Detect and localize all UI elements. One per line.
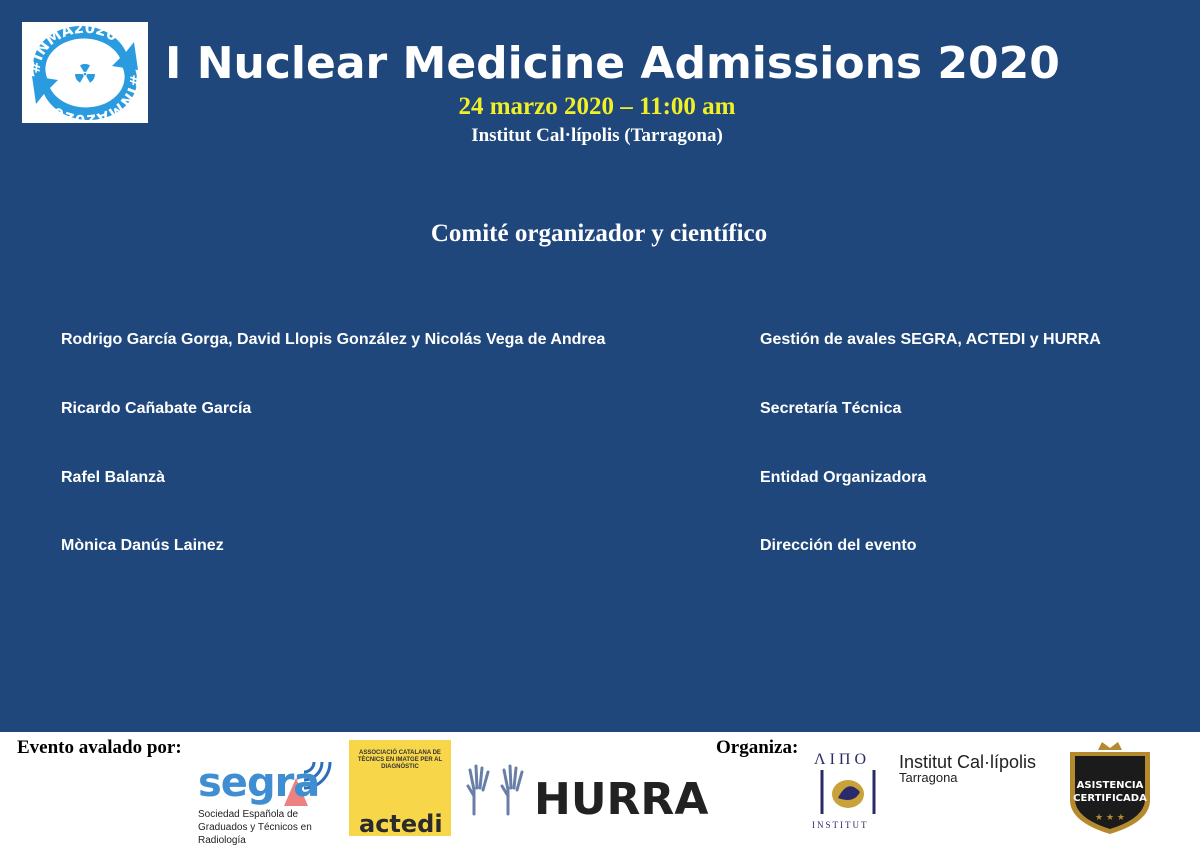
actedi-wordmark: actedi (359, 810, 443, 838)
institut-name-block (899, 752, 1039, 792)
event-venue: Institut Cal·lípolis (Tarragona) (471, 125, 723, 146)
crown-icon (1098, 742, 1122, 750)
committee-member-role: Entidad Organizadora (760, 469, 927, 486)
institut-city: Tarragona (899, 770, 958, 785)
committee-member-name: Ricardo Cañabate García (61, 400, 252, 417)
svg-text:ΛΙΠΟ: ΛΙΠΟ (814, 751, 871, 768)
segra-logo (198, 740, 348, 846)
institut-name: Institut Cal·lípolis (899, 752, 1037, 772)
badge-text-top: #INMA2020 (25, 22, 121, 75)
badge-text-bottom: #INMA2020 (49, 73, 145, 123)
event-title: I Nuclear Medicine Admissions 2020 (165, 38, 1060, 89)
hurra-wordmark: HURRA (534, 774, 709, 825)
committee-heading: Comité organizador y científico (430, 220, 768, 247)
svg-text:INSTITUT: INSTITUT (812, 820, 869, 830)
segra-subtitle-line2: Graduados y Técnicos en Radiología (198, 822, 312, 846)
event-date: 24 marzo 2020 – 11:00 am (458, 93, 736, 120)
organizer-label: Organiza: (716, 737, 799, 758)
committee-member-name: Rodrigo García Gorga, David Llopis González y Nicolás Vega de Andrea (61, 331, 606, 348)
certificate-line1: ASISTENCIA (1076, 780, 1144, 791)
radiation-icon (75, 64, 95, 84)
actedi-description: ASSOCIACIÓ CATALANA DE TÈCNICS EN IMATGE PER AL DIAGNÒSTIC (357, 750, 443, 770)
institut-seal-graphic (808, 748, 886, 832)
committee-member-name: Mònica Danús Lainez (61, 537, 224, 554)
certificate-badge (1062, 740, 1158, 836)
segra-wordmark: segra (198, 760, 320, 806)
segra-subtitle (198, 808, 348, 847)
hands-xray-icon (468, 760, 532, 816)
committee-member-role: Secretaría Técnica (760, 400, 902, 417)
actedi-logo (349, 740, 451, 836)
endorsed-by-label: Evento avalado por: (17, 737, 182, 758)
hurra-logo (468, 760, 709, 825)
certificate-shield-graphic (1062, 740, 1158, 836)
stars-icon: ★ ★ ★ (1095, 813, 1125, 823)
committee-member-role: Dirección del evento (760, 537, 917, 554)
committee-member-name: Rafel Balanzà (61, 469, 166, 486)
segra-subtitle-line1: Sociedad Española de (198, 809, 299, 820)
certificate-line2: CERTIFICADA (1073, 793, 1147, 804)
committee-member-role: Gestión de avales SEGRA, ACTEDI y HURRA (760, 331, 1101, 348)
institut-seal-logo (808, 748, 886, 832)
